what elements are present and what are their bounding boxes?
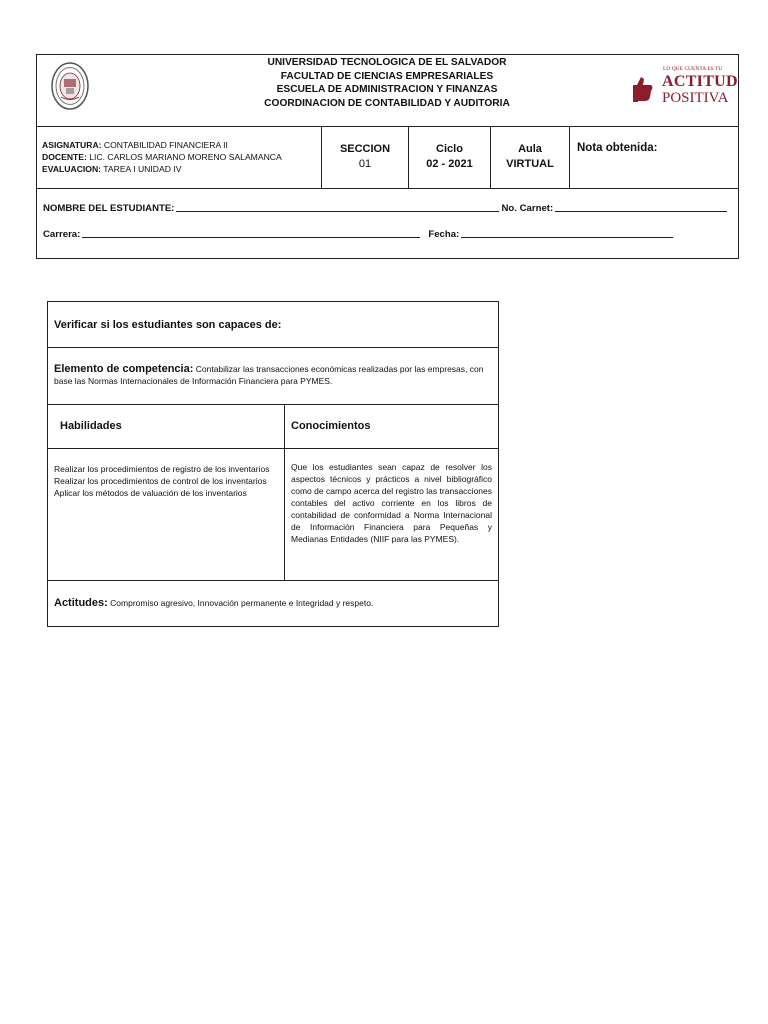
header-title-line-2: FACULTAD DE CIENCIAS EMPRESARIALES — [280, 70, 494, 82]
evaluacion-value: TAREA I UNIDAD IV — [101, 164, 182, 175]
habilidades-cell — [48, 449, 285, 580]
docente-line — [42, 151, 321, 163]
hand-icon — [633, 71, 655, 103]
carnet-field[interactable] — [555, 211, 727, 212]
seccion-label: SECCION — [339, 143, 391, 155]
list-item: Realizar los procedimientos de registro de los inventarios — [54, 464, 270, 474]
competency-element-text: Contabilizar las transacciones económicas realizadas por las empresas, con base las Normas Internacionales de Información Financiera para PYMES. — [54, 364, 484, 386]
habilidades-header: Habilidades — [60, 420, 122, 432]
conocimientos-text: Que los estudiantes sean capaz de resolver los aspectos técnicos y prácticos a nivel bibliográfico como de campo acerca del registro las transacciones contables del activo corriente en los libros de contabilidad de conformidad a Norma Internacional de Información Financiera para Pequeñas y Medianas Entidades (NIIF para las PYMES). — [291, 462, 492, 544]
header-title-line-3: ESCUELA DE ADMINISTRACION Y FINANZAS — [276, 84, 498, 95]
evaluacion-label: EVALUACION: — [42, 164, 102, 175]
ciclo-value: 02 - 2021 — [426, 158, 473, 170]
actitudes-row — [48, 581, 498, 626]
seccion-cell — [322, 127, 409, 189]
carrera-field[interactable] — [82, 237, 420, 238]
nota-cell — [570, 127, 738, 189]
verify-title: Verificar si los estudiantes son capaces de: — [48, 302, 498, 348]
list-item: Aplicar los métodos de valuación de los inventarios — [54, 488, 247, 498]
actitudes-text: Compromiso agresivo, Innovación permanente e Integridad y respeto. — [107, 598, 374, 608]
competency-element-row — [48, 348, 498, 405]
header-title — [187, 56, 587, 110]
docente-label: DOCENTE: — [42, 152, 87, 163]
table-body-row — [48, 449, 498, 581]
list-item: Realizar los procedimientos de control de los inventarios — [54, 476, 267, 486]
evaluacion-line — [42, 163, 321, 175]
competency-table — [47, 301, 499, 627]
competency-element-label: Elemento de competencia: — [54, 363, 194, 375]
asignatura-value: CONTABILIDAD FINANCIERA II — [101, 140, 228, 150]
docente-value: LIC. CARLOS MARIANO MORENO SALAMANCA — [86, 152, 282, 163]
carrera-label: Carrera: — [43, 229, 81, 240]
habilidades-list — [48, 449, 284, 499]
conocimientos-cell — [285, 449, 498, 580]
nombre-field[interactable] — [176, 211, 499, 212]
fecha-label: Fecha: — [428, 229, 460, 240]
actitud-positiva-logo — [633, 63, 738, 111]
habilidades-header-cell — [48, 405, 285, 448]
header-info-row — [37, 127, 738, 189]
nota-label: Nota obtenida: — [577, 142, 658, 154]
nombre-label: NOMBRE DEL ESTUDIANTE: — [43, 203, 175, 214]
nombre-line — [43, 203, 729, 214]
ciclo-label: Ciclo — [436, 143, 463, 155]
table-header-row — [48, 405, 498, 449]
asignatura-label: ASIGNATURA: — [42, 140, 102, 150]
aula-label: Aula — [518, 143, 542, 155]
header-title-line-4: COORDINACION DE CONTABILIDAD Y AUDITORIA — [264, 97, 510, 109]
ciclo-cell — [409, 127, 491, 189]
header-block — [36, 54, 739, 259]
carnet-label: No. Carnet: — [501, 203, 554, 214]
asignatura-line — [42, 139, 321, 151]
conocimientos-header: Conocimientos — [291, 420, 371, 432]
header-title-line-1: UNIVERSIDAD TECNOLOGICA DE EL SALVADOR — [267, 57, 507, 68]
logo-line-1: ACTITUD — [662, 73, 738, 90]
actitudes-label: Actitudes: — [54, 597, 108, 609]
course-info-cell — [37, 127, 322, 189]
logo-line-2: POSITIVA — [662, 90, 729, 106]
fecha-field[interactable] — [461, 237, 673, 238]
student-info-row — [37, 189, 738, 258]
conocimientos-header-cell — [285, 405, 498, 448]
aula-cell — [491, 127, 570, 189]
header-title-row — [37, 55, 738, 127]
seccion-value: 01 — [358, 158, 372, 170]
carrera-line — [43, 229, 675, 240]
logo-small-text: LO QUE CUENTA ES TU — [663, 66, 723, 72]
aula-value: VIRTUAL — [506, 158, 554, 170]
university-seal-icon — [51, 62, 89, 110]
